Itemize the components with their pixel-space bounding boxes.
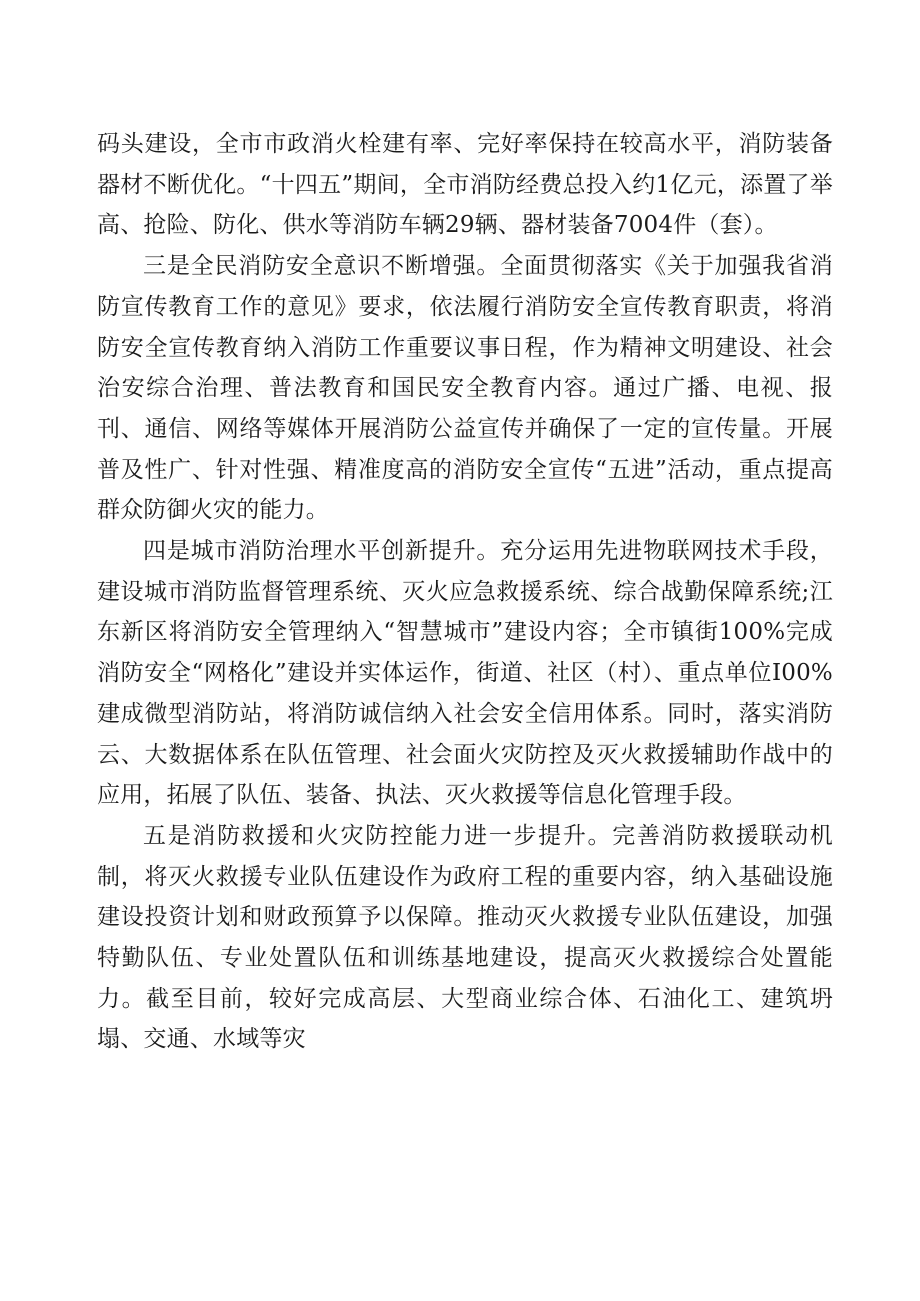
paragraph-public-awareness: 三是全民消防安全意识不断增强。全面贯彻落实《关于加强我省消防宣传教育工作的意见》要求，依法履行消防安全宣传教育职责，将消防安全宣传教育纳入消防工作重要议事日程，作为精神文明建设、社会治安综合治理、普法教育和国民安全教育内容。通过广播、电视、报刊、通信、网络等媒体开展消防公益宣传并确保了一定的宣传量。开展普及性广、针对性强、精准度高的消防安全宣传“五进”活动，重点提高群众防御火灾的能力。 — [97, 253, 833, 524]
paragraph-urban-governance: 四是城市消防治理水平创新提升。充分运用先进物联网技术手段，建设城市消防监督管理系统、灭火应急救援系统、综合战勤保障系统;江东新区将消防安全管理纳入“智慧城市”建设内容；全市镇街100%完成消防安全“网格化”建设并实体运作，街道、社区（村）、重点单位I00%建成微型消防站，将消防诚信纳入社会安全信用体系。同时，落实消防云、大数据体系在队伍管理、社会面火灾防控及灭火救援辅助作战中的应用，拓展了队伍、装备、执法、灭火救援等信息化管理手段。 — [97, 538, 833, 809]
paragraph-rescue-capability: 五是消防救援和火灾防控能力进一步提升。完善消防救援联动机制，将灭火救援专业队伍建设作为政府工程的重要内容，纳入基础设施建设投资计划和财政预算予以保障。推动灭火救援专业队伍建设，加强特勤队伍、专业处置队伍和训练基地建设，提高灭火救援综合处置能力。截至目前，较好完成高层、大型商业综合体、石油化工、建筑坍塌、交通、水域等灾 — [97, 822, 833, 1053]
document-body — [97, 124, 833, 1060]
paragraph-continuation: 码头建设，全市市政消火栓建有率、完好率保持在较高水平，消防装备器材不断优化。“十四五”期间，全市消防经费总投入约1亿元，添置了举高、抢险、防化、供水等消防车辆29辆、器材装备7004件（套）。 — [97, 131, 833, 239]
